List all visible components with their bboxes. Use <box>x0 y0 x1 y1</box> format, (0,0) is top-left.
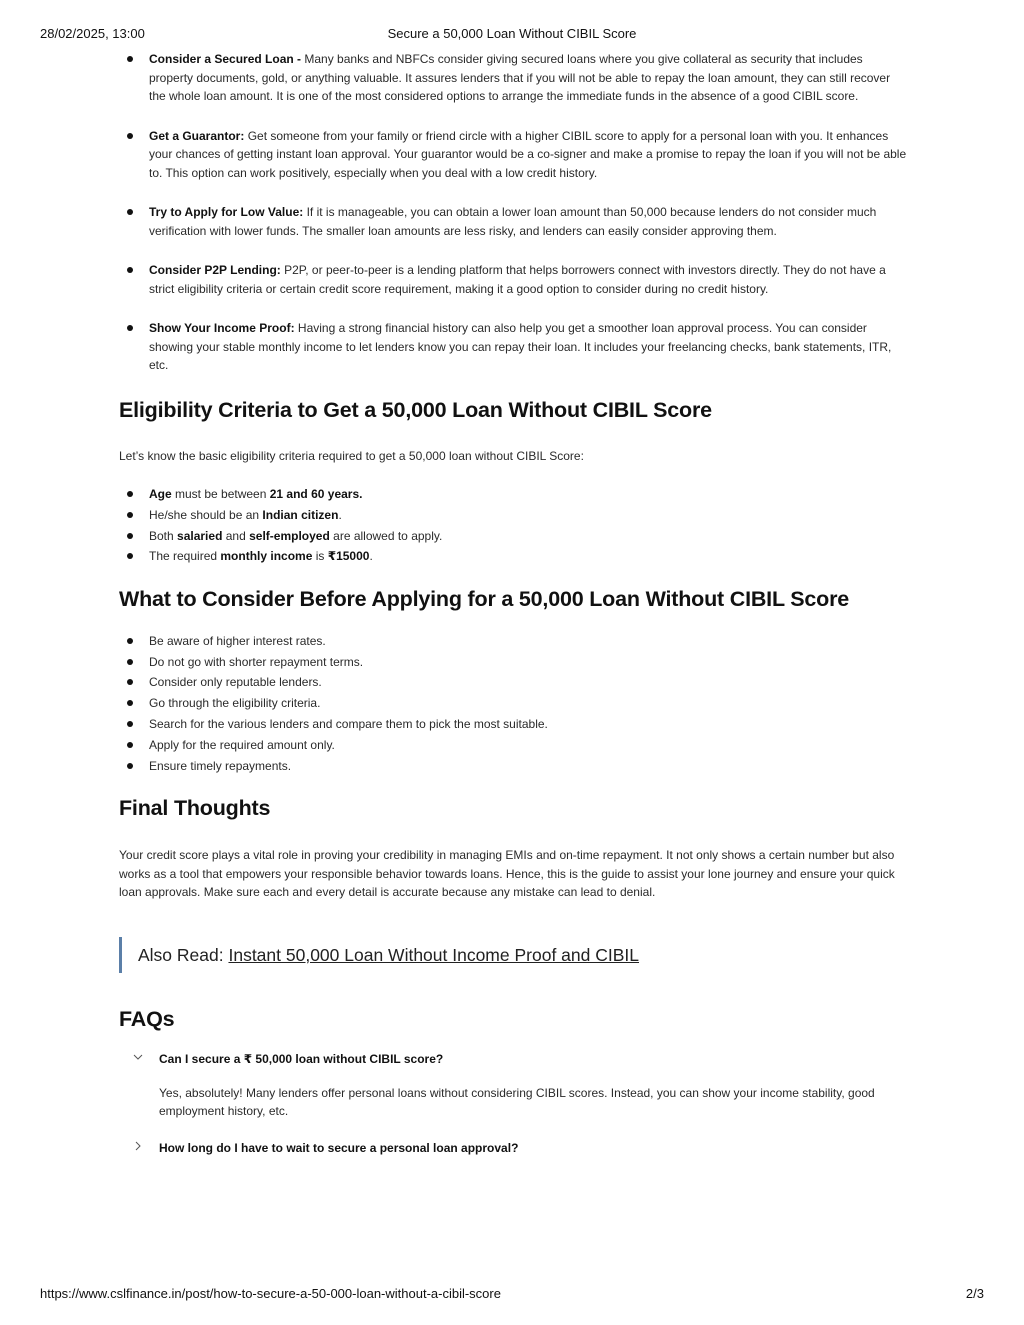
list-item: Be aware of higher interest rates. <box>149 632 909 651</box>
list-item: Do not go with shorter repayment terms. <box>149 653 909 672</box>
print-url: https://www.cslfinance.in/post/how-to-secure-a-50-000-loan-without-a-cibil-score <box>40 1286 501 1301</box>
eligibility-list <box>119 485 909 566</box>
list-item: Consider only reputable lenders. <box>149 673 909 692</box>
list-item: Both salaried and self-employed are allowed to apply. <box>149 527 909 546</box>
faqs-heading: FAQs <box>119 1006 175 1031</box>
list-item: He/she should be an Indian citizen. <box>149 506 909 525</box>
print-datetime: 28/02/2025, 13:00 <box>40 26 145 41</box>
faq-item[interactable] <box>119 1050 909 1121</box>
list-item: The required monthly income is ₹15000. <box>149 547 909 566</box>
chevron-down-icon[interactable] <box>132 1051 144 1063</box>
consider-heading: What to Consider Before Applying for a 50,000 Loan Without CIBIL Score <box>119 586 850 611</box>
article-content <box>119 50 909 1157</box>
faq-item[interactable] <box>119 1139 909 1157</box>
list-item: Search for the various lenders and compare them to pick the most suitable. <box>149 715 909 734</box>
faq-question[interactable]: How long do I have to wait to secure a personal loan approval? <box>159 1140 519 1155</box>
list-item: Go through the eligibility criteria. <box>149 694 909 713</box>
eligibility-intro: Let’s know the basic eligibility criteria required to get a 50,000 loan without CIBIL Score: <box>119 448 584 463</box>
print-page-number: 2/3 <box>965 1286 984 1301</box>
final-thoughts-heading: Final Thoughts <box>119 796 271 821</box>
print-footer <box>40 1286 984 1302</box>
also-read-link[interactable]: Instant 50,000 Loan Without Income Proof and CIBIL <box>228 944 640 965</box>
list-item: Get a Guarantor: Get someone from your family or friend circle with a higher CIBIL score to apply for a personal loan with you. It enhances your chances of getting instant loan approval. Your guarantor would be a co-signer and make a promise to repay the loan if you will not be able to. This option can work positively, especially when you deal with a low credit history. <box>149 127 909 183</box>
list-item: Consider P2P Lending: P2P, or peer-to-peer is a lending platform that helps borrowers connect with investors directly. They do not have a strict eligibility criteria or certain credit score requirement, making it a good option to consider during no credit history. <box>149 261 909 298</box>
print-page-title: Secure a 50,000 Loan Without CIBIL Score <box>387 26 637 41</box>
final-thoughts-text: Your credit score plays a vital role in proving your credibility in managing EMIs and on-time repayment. It not only shows a certain number but also works as a tool that empowers your responsible behavior towards loans. Hence, this is the guide to assist your lone journey and ensure your quick loan approvals. Make sure each and every detail is accurate because any mistake can lead to denial. <box>119 848 895 900</box>
faq-answer: Yes, absolutely! Many lenders offer personal loans without considering CIBIL scores. Instead, you can show your income stability, good employment history, etc. <box>159 1085 875 1119</box>
consider-list <box>119 632 909 775</box>
also-read-callout <box>119 937 909 973</box>
list-item: Ensure timely repayments. <box>149 757 909 776</box>
list-item: Try to Apply for Low Value: If it is manageable, you can obtain a lower loan amount than 50,000 because lenders do not consider much verification with lower funds. The smaller loan amounts are less risky, and lenders can easily consider approving them. <box>149 203 909 240</box>
chevron-right-icon[interactable] <box>132 1140 144 1152</box>
eligibility-heading: Eligibility Criteria to Get a 50,000 Loan Without CIBIL Score <box>119 397 712 422</box>
list-item: Apply for the required amount only. <box>149 736 909 755</box>
list-item: Show Your Income Proof: Having a strong financial history can also help you get a smoother loan approval process. You can consider showing your stable monthly income to let lenders know you can repay their loan. It includes your freelancing checks, bank statements, ITR, etc. <box>149 319 909 375</box>
faq-question[interactable]: Can I secure a ₹ 50,000 loan without CIBIL score? <box>159 1051 444 1066</box>
print-header <box>40 26 984 42</box>
also-read-prefix: Also Read: <box>138 944 229 965</box>
list-item: Consider a Secured Loan - Many banks and NBFCs consider giving secured loans where you give collateral as security that includes property documents, gold, or anything valuable. It assures lenders that if you will not be able to repay the loan amount, they can still recover the whole loan amount. It is one of the most considered options to arrange the immediate funds in the absence of a good CIBIL score. <box>149 50 909 106</box>
list-item: Age must be between 21 and 60 years. <box>149 485 909 504</box>
tips-list <box>119 50 909 375</box>
